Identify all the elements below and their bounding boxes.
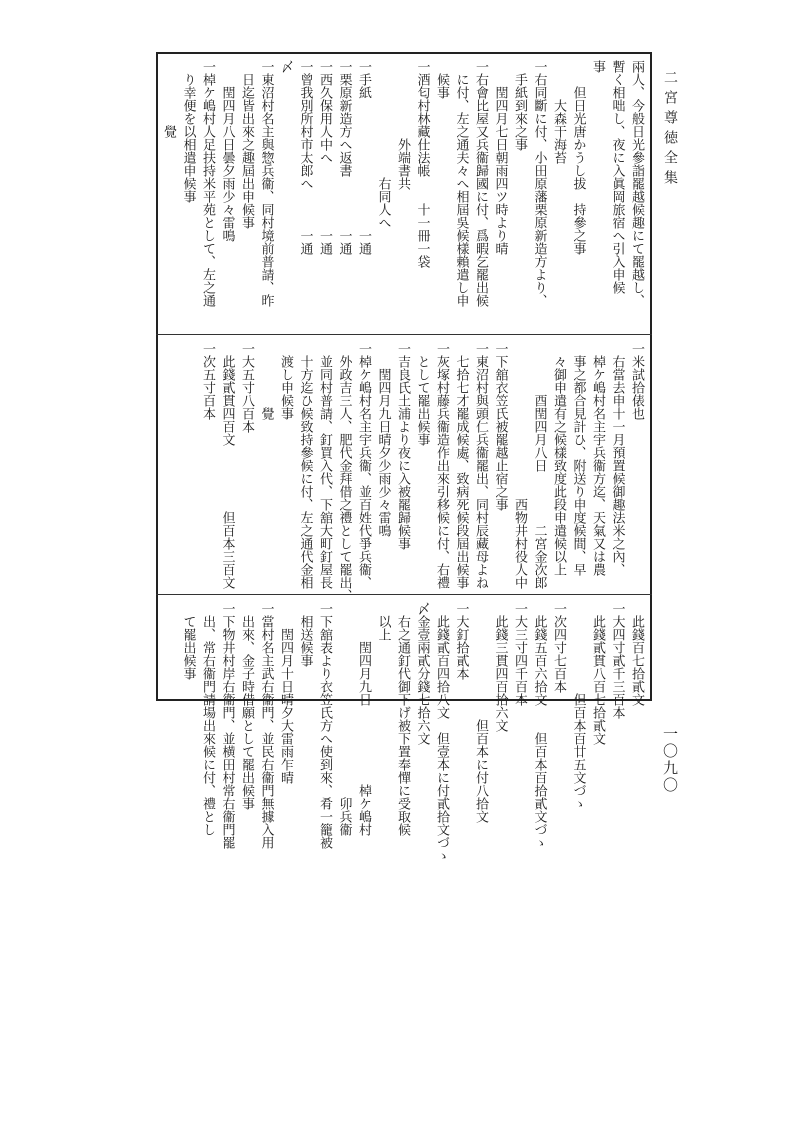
text-line: として罷出候事: [414, 342, 430, 446]
text-line: 一栗原新造方へ返書 一通: [336, 60, 352, 255]
text-line: 並同村普請、釘買入代、下舘大町釘屋長: [317, 342, 332, 589]
text-line: 酉閏四月八日 二宮金次郎: [531, 342, 547, 589]
text-line: 一右同斷に付、小田原藩栗原新造方より、: [531, 60, 547, 307]
text-line: 日迄皆出來之趣屆出申候事: [239, 60, 254, 229]
text-line: 暫く相咄し、夜に入眞岡旅宿へ引入申候: [609, 60, 625, 294]
text-section-middle: [198, 342, 647, 602]
text-line: 但百本に付八拾文: [473, 602, 488, 823]
text-line: 相送候事: [297, 602, 313, 667]
text-line: 卯兵衞: [336, 602, 352, 836]
text-line: 西物井村役人中: [512, 342, 527, 589]
text-line: 兩人、今般日光參詣罷越候趣にて罷越し、: [629, 60, 644, 307]
text-line: 但百本百廿五文づゝ: [570, 602, 586, 810]
text-line: 此錢五百六拾文 但百本百拾貳文づゝ: [531, 602, 547, 849]
text-line: 一棹ケ嶋村人足扶持米平苑として、左之通: [200, 60, 215, 307]
text-line: 〆金壹兩貳分錢七拾六文: [414, 602, 430, 745]
section-divider-1: [156, 334, 652, 335]
text-line: に付、左之通夫々へ相屆吳候樣賴遣し申: [453, 60, 469, 307]
text-line: 大森干海苔: [551, 60, 566, 164]
text-line: 出、常右衞門請場出來候に付、禮とし: [200, 602, 215, 836]
text-line: り幸便を以相遣申候事: [180, 60, 196, 203]
text-line: 一酒匂村林藏仕法帳 十一冊一袋: [414, 60, 430, 268]
text-line: 此錢三貫四百拾六文: [492, 602, 508, 732]
text-line: 〆: [278, 60, 293, 73]
text-line: 一曾我別所村市太郎へ 一通: [297, 60, 313, 255]
text-line: 閏四月十日晴夕大雷雨乍晴: [278, 602, 293, 784]
text-line: 出來、金子時借願として罷出候事: [239, 602, 254, 810]
text-line: 一次五寸百本: [200, 342, 215, 420]
text-line: 以上: [375, 602, 391, 641]
text-line: 一右會比屋又兵衞歸國に付、爲暇乞罷出候: [473, 60, 488, 307]
text-line: 手紙到來之事: [512, 60, 527, 151]
text-line: 閏四月九日 棹ケ嶋村: [356, 602, 371, 836]
text-line: 一大釘拾貳本: [453, 602, 469, 680]
text-line: 一當村名主武右衞門、並民右衞門無據入用: [258, 602, 274, 849]
text-line: 閏四月九日晴夕少雨少々雷鳴: [375, 342, 391, 537]
text-line: 一大五寸八百本: [239, 342, 254, 433]
text-line: 此錢貳百四拾八文 但壹本に付貳拾文づゝ: [434, 602, 449, 862]
text-line: 此錢貳貫八百七拾貳文: [590, 602, 605, 745]
text-line: 一下舘表より衣笠氏方へ使到來、肴一籠被: [317, 602, 332, 849]
text-line: 右之通釘代御下げ被下置奉憚に受取候: [395, 602, 410, 836]
text-line: 事之都合見計ひ、附送り申度候間、早: [570, 342, 586, 576]
text-line: 此錢貳貫四百文 但百本三百文: [219, 342, 235, 589]
text-line: 一下物井村岸右衞門、並横田村常右衞門罷: [219, 602, 235, 849]
section-divider-2: [156, 594, 652, 595]
text-line: 覺: [161, 60, 176, 138]
text-line: 候事: [434, 60, 449, 99]
text-line: 覺: [258, 342, 274, 420]
text-line: 但日光唐かうし拔 持參之事: [570, 60, 586, 255]
text-line: 一次四寸七百本: [551, 602, 566, 693]
text-line: 閏四月七日朝雨四ツ時より晴: [492, 60, 508, 255]
page-number: 一〇九〇: [661, 726, 679, 794]
text-line: 一米試拾俵也: [629, 342, 644, 420]
text-line: て罷出候事: [180, 602, 196, 680]
text-line: 事: [590, 60, 605, 73]
text-line: 一東沼村與頭仁兵衞罷出、同村辰藏母よね: [473, 342, 488, 589]
text-line: 十方迄ひ候致持參候に付、左之通代金相: [297, 342, 313, 589]
text-line: 一西久保用人中へ 一通: [317, 60, 332, 255]
running-title: 二宮尊徳全集: [662, 70, 678, 190]
text-line: 棹ケ嶋村名主宇兵衞方迄、天氣又は農: [590, 342, 605, 576]
text-line: 閏四月八日曇夕雨少々雷鳴: [219, 60, 235, 242]
text-line: 此錢百七拾貳文: [629, 602, 644, 706]
text-line: 一下舘衣笠氏被罷越止宿之事: [492, 342, 508, 511]
text-line: 右同人へ: [375, 60, 391, 229]
text-line: 一大四寸貳千三百本: [609, 602, 625, 719]
text-section-lower: [178, 602, 646, 862]
text-line: 一棹ケ嶋村名主宇兵衞、並百姓代爭兵衞、: [356, 342, 371, 589]
text-line: 一大三寸四千百本: [512, 602, 527, 706]
text-line: 々御申遣有之候樣致度此段申遣候以上: [551, 342, 566, 576]
text-line: 一東沼村名主與惣兵衞、同村境前普請、昨: [258, 60, 274, 307]
text-line: 一手紙 一通: [356, 60, 371, 255]
text-line: 外政吉三人、肥代金拜借之禮として罷出、: [336, 342, 352, 602]
text-line: 一灰塚村藤兵衞造作出來引移候に付、右禮: [434, 342, 449, 589]
text-line: 右當去申十一月預置候御趣法米之內、: [609, 342, 625, 576]
text-line: 七拾七才罷成候處、致病死候段屆出候事: [453, 342, 469, 589]
text-line: 一吉良氏土浦より夜に入被罷歸候事: [395, 342, 410, 550]
text-line: 渡し申候事: [278, 342, 293, 420]
text-section-upper: [159, 60, 647, 330]
text-line: 外端書共: [395, 60, 410, 190]
